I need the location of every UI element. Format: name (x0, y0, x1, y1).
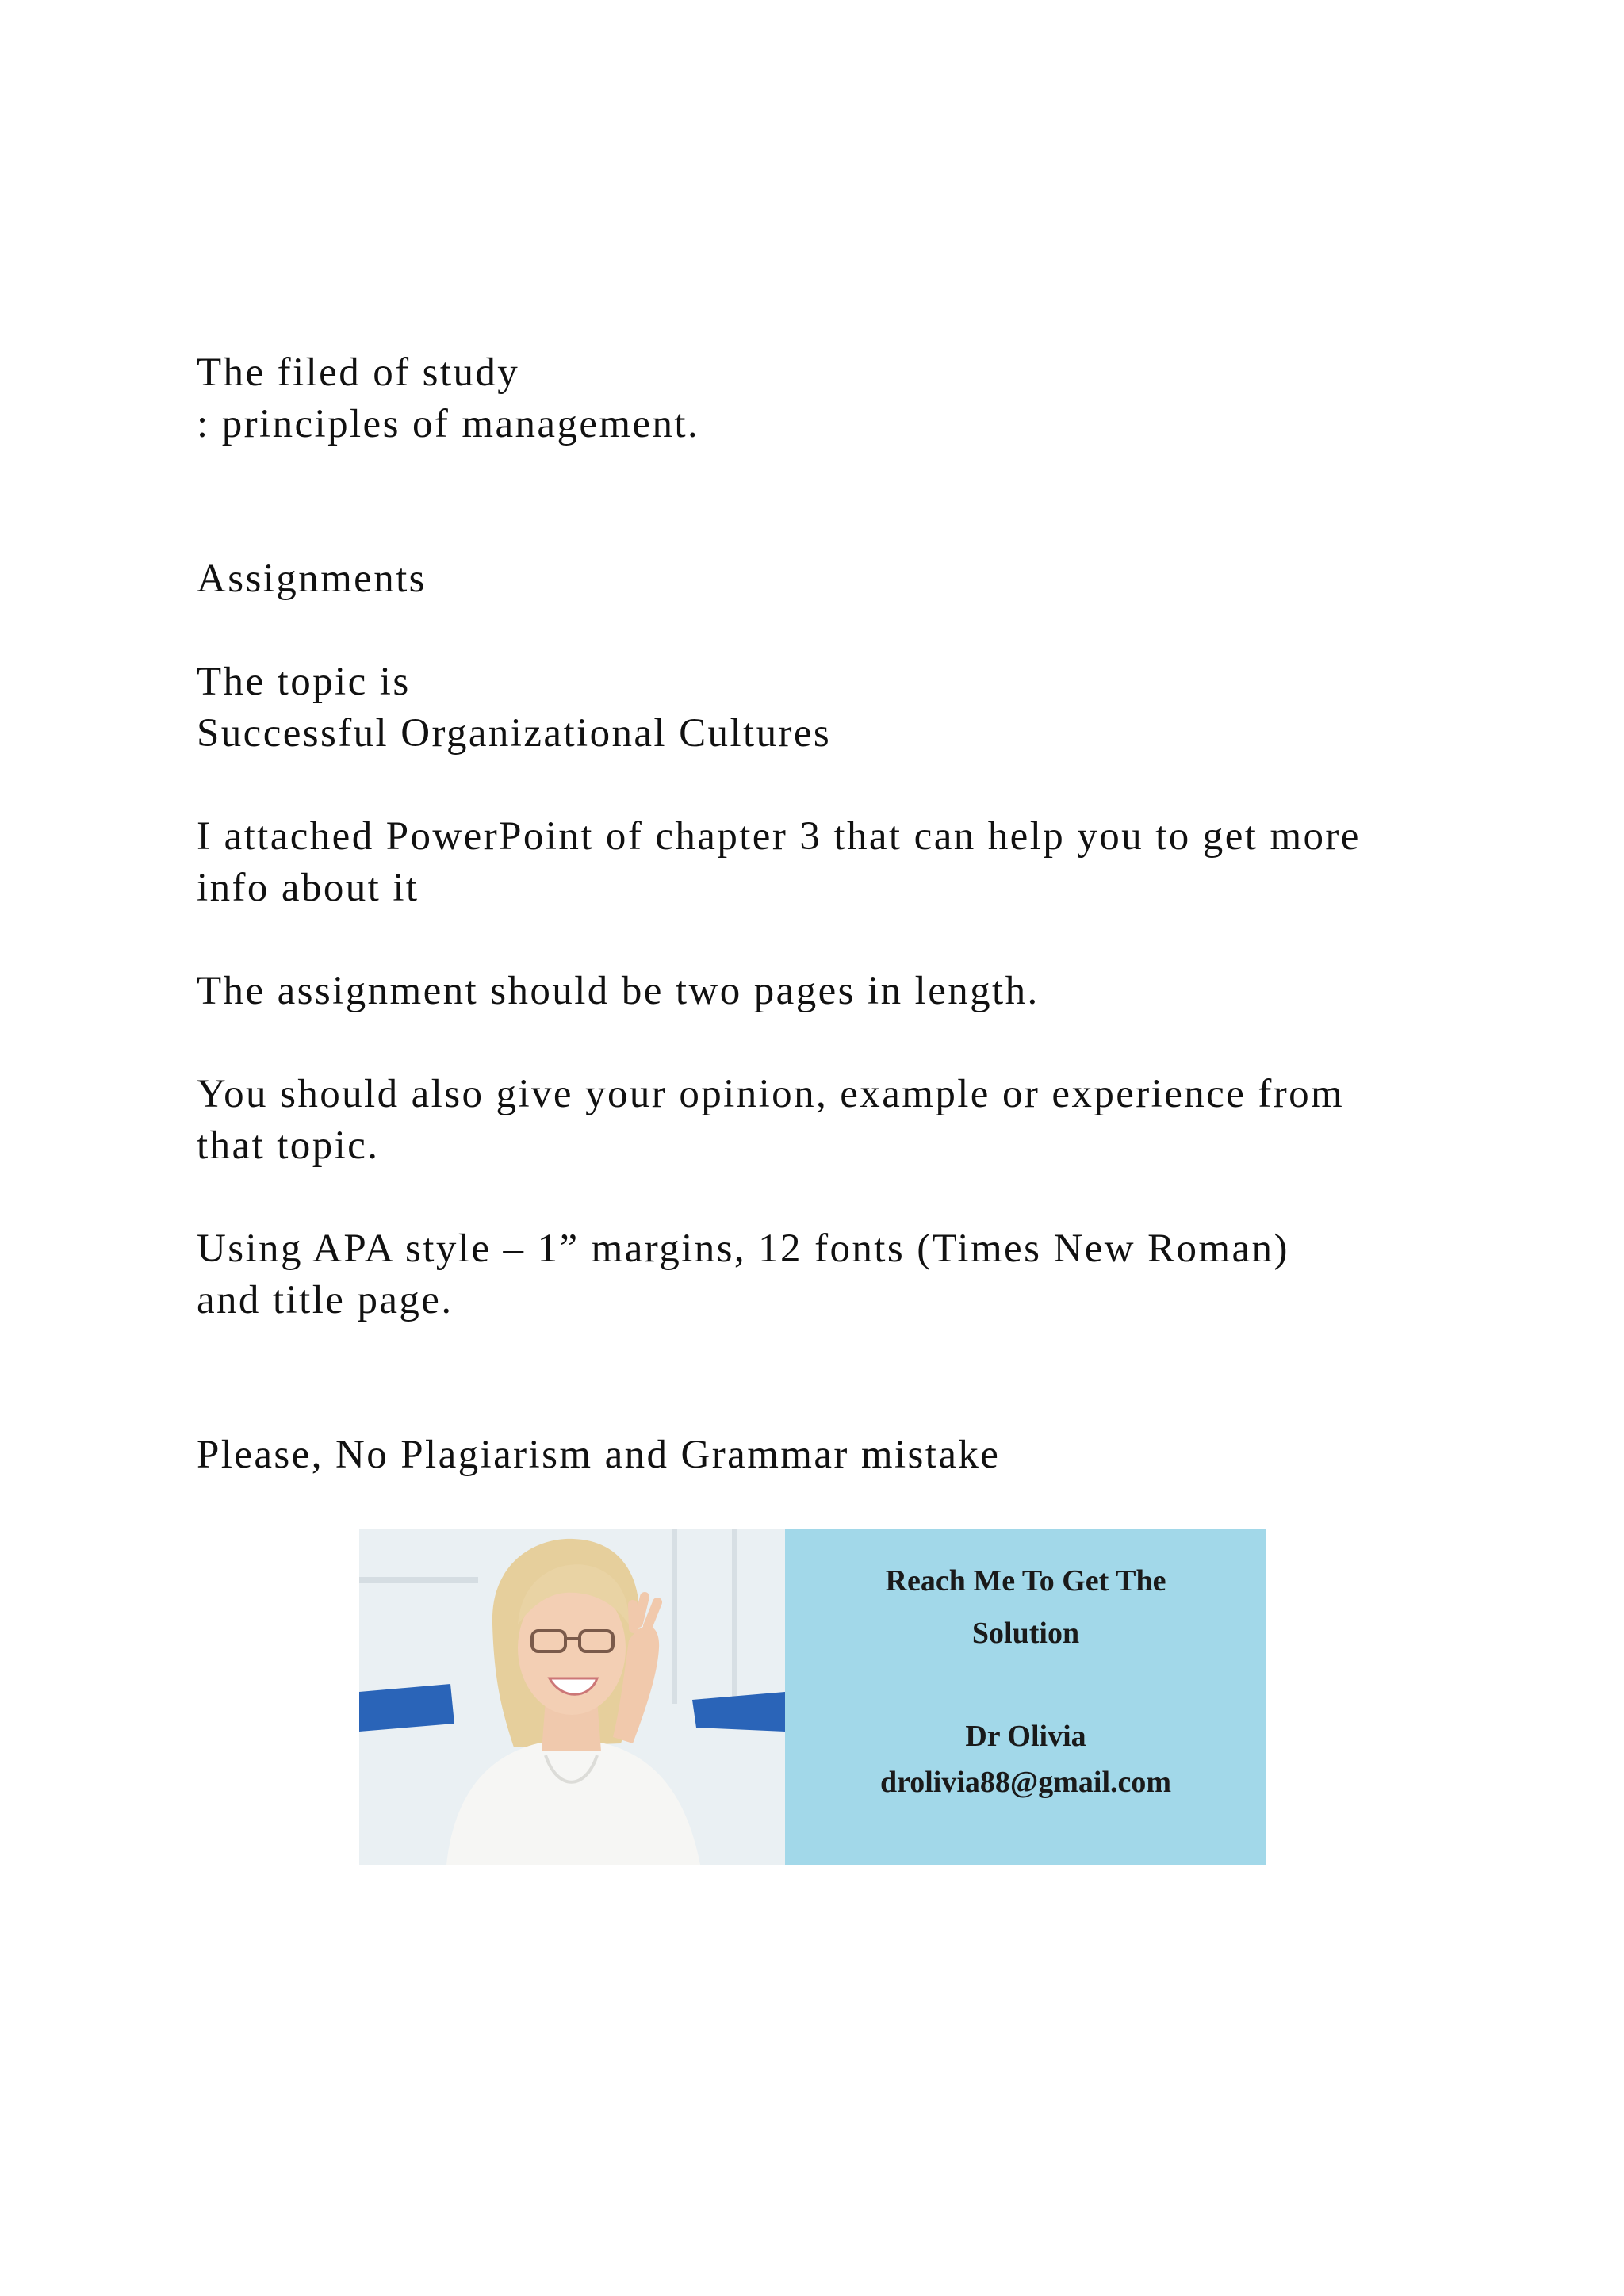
field-of-study-line: The filed of study (197, 350, 520, 395)
field-of-study-value: : principles of management. (197, 402, 700, 446)
contact-heading (785, 1555, 1266, 1659)
woman-photo-illustration (359, 1529, 785, 1865)
attachment-note-line-1: I attached PowerPoint of chapter 3 that can help you to get more (197, 814, 1361, 859)
contact-banner (359, 1529, 1266, 1865)
woman-photo (359, 1529, 785, 1865)
opinion-requirement-line-1: You should also give your opinion, example or experience from (197, 1072, 1345, 1116)
contact-name: Dr Olivia (965, 1720, 1086, 1753)
document-body (197, 347, 1465, 1481)
contact-email: drolivia88@gmail.com (879, 1766, 1172, 1799)
format-requirement-line-1: Using APA style – 1” margins, 12 fonts (Times New Roman) (197, 1226, 1289, 1271)
attachment-note-line-2: info about it (197, 866, 419, 910)
opinion-requirement-line-2: that topic. (197, 1123, 380, 1168)
length-requirement: The assignment should be two pages in length. (197, 969, 1040, 1013)
format-requirement-line-2: and title page. (197, 1278, 454, 1322)
topic-label: The topic is (197, 660, 411, 704)
contact-heading-line-2: Solution (971, 1617, 1080, 1650)
contact-info-panel (785, 1529, 1266, 1865)
plagiarism-note: Please, No Plagiarism and Grammar mistake (197, 1433, 1001, 1477)
assignments-heading: Assignments (197, 557, 427, 601)
contact-heading-line-1: Reach Me To Get The (885, 1564, 1166, 1598)
topic-value: Successful Organizational Cultures (197, 711, 832, 756)
